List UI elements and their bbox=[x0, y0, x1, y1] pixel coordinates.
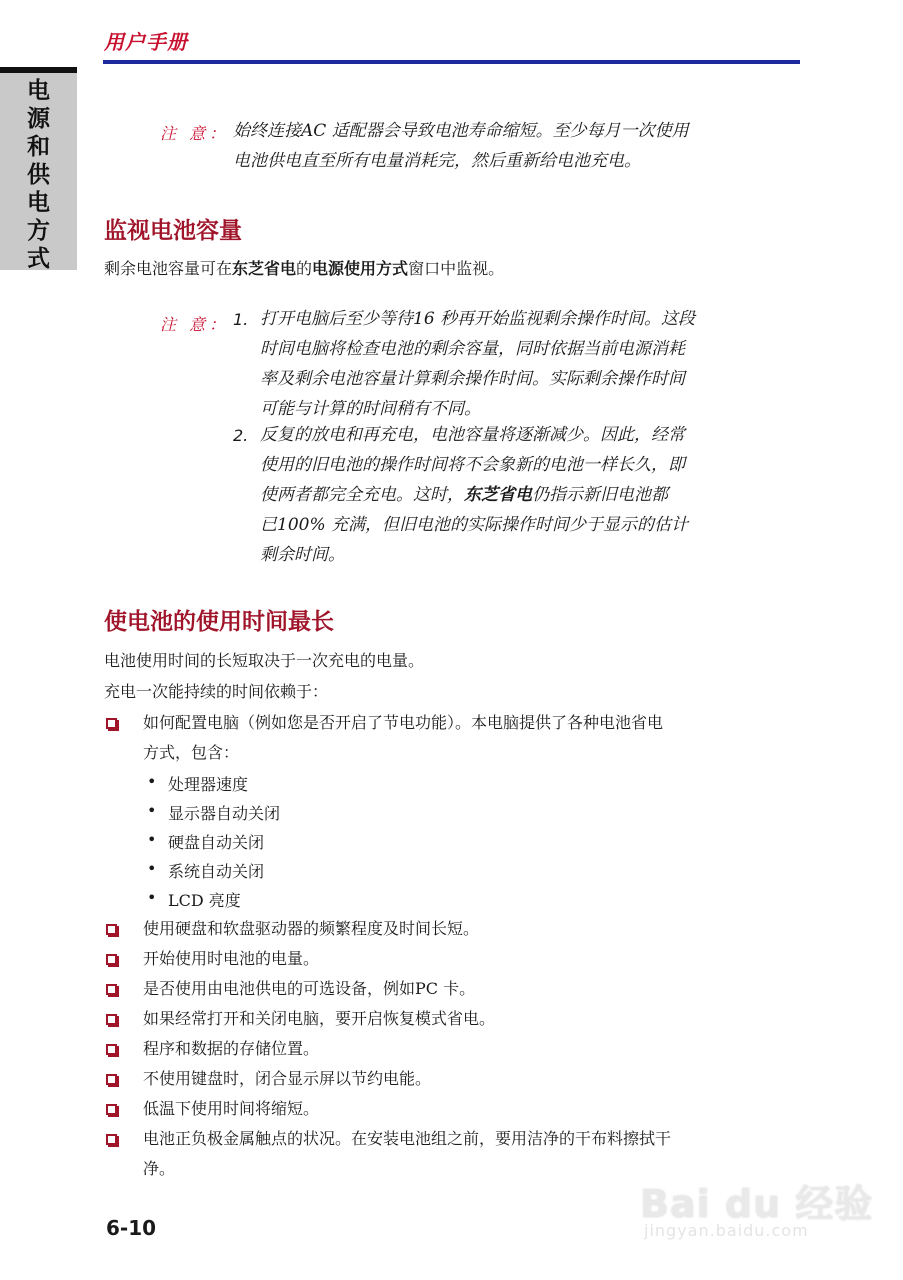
checkbox-bullet-icon bbox=[106, 954, 117, 965]
bullet-item: 系统自动关闭 bbox=[168, 862, 265, 881]
note2-line: 打开电脑后至少等待16 秒再开始监视剩余操作时间。这段 bbox=[260, 309, 696, 329]
bullet-dot-icon: • bbox=[147, 830, 157, 849]
check-line: 净。 bbox=[143, 1159, 176, 1178]
note2-line: 时间电脑将检查电池的剩余容量，同时依据当前电源消耗 bbox=[260, 339, 685, 359]
text-run: 的 bbox=[296, 259, 313, 278]
text-run: 窗口中监视。 bbox=[408, 259, 505, 278]
check-item-text: 如果经常打开和关闭电脑，要开启恢复模式省电。 bbox=[143, 1009, 496, 1028]
side-tab-char: 和 bbox=[27, 134, 50, 160]
watermark-url: jingyan.baidu.com bbox=[644, 1221, 809, 1240]
note2-line: 可能与计算的时间稍有不同。 bbox=[260, 399, 481, 419]
note1-label: 注 意： bbox=[160, 124, 230, 143]
section1-paragraph bbox=[104, 254, 504, 284]
note2-item2-number: 2. bbox=[233, 426, 249, 445]
bullet-item: LCD 亮度 bbox=[168, 891, 241, 910]
checkbox-bullet-icon bbox=[106, 718, 117, 729]
side-tab-char: 电 bbox=[27, 78, 50, 104]
side-tab-char: 式 bbox=[27, 246, 50, 272]
header-rule bbox=[103, 60, 800, 64]
note2-line: 反复的放电和再充电，电池容量将逐渐减少。因此，经常 bbox=[260, 425, 685, 445]
note2-item2-text bbox=[260, 420, 780, 570]
note2-line: 已100% 充满，但旧电池的实际操作时间少于显示的估计 bbox=[260, 515, 689, 535]
check-line: 如何配置电脑（例如您是否开启了节电功能）。本电脑提供了各种电池省电 bbox=[143, 713, 664, 732]
side-tab-char: 电 bbox=[27, 190, 50, 216]
note2-line: 使用的旧电池的操作时间将不会象新的电池一样长久，即 bbox=[260, 455, 685, 475]
bold-run: 东芝省电 bbox=[232, 259, 297, 278]
note2-item1-text bbox=[260, 304, 780, 424]
bullet-dot-icon: • bbox=[147, 859, 157, 878]
note2-line bbox=[260, 480, 780, 510]
checkbox-bullet-icon bbox=[106, 1044, 117, 1055]
checkbox-bullet-icon bbox=[106, 1134, 117, 1145]
section1-heading: 监视电池容量 bbox=[104, 218, 242, 244]
watermark bbox=[640, 1155, 880, 1255]
note1-line: 电池供电直至所有电量消耗完，然后重新给电池充电。 bbox=[233, 151, 641, 171]
header-title: 用户手册 bbox=[104, 30, 188, 54]
check-item-text: 是否使用由电池供电的可选设备，例如PC 卡。 bbox=[143, 979, 476, 998]
section2-paragraph: 电池使用时间的长短取决于一次充电的电量。 bbox=[104, 651, 425, 670]
checkbox-bullet-icon bbox=[106, 924, 117, 935]
check-item-text: 使用硬盘和软盘驱动器的频繁程度及时间长短。 bbox=[143, 919, 480, 938]
bullet-item: 显示器自动关闭 bbox=[168, 804, 281, 823]
side-tab-char: 方 bbox=[27, 218, 50, 244]
check-line: 电池正负极金属触点的状况。在安装电池组之前，要用洁净的干布料擦拭干 bbox=[143, 1129, 672, 1148]
watermark-logo: Bai du 经验 bbox=[640, 1182, 874, 1226]
check-item-text bbox=[143, 708, 803, 768]
bold-run: 东芝省电 bbox=[464, 485, 532, 505]
side-tab-char: 源 bbox=[27, 106, 50, 132]
note2-line: 剩余时间。 bbox=[260, 545, 345, 565]
note1-line: 始终连接AC 适配器会导致电池寿命缩短。至少每月一次使用 bbox=[233, 121, 689, 141]
check-item-text: 低温下使用时间将缩短。 bbox=[143, 1099, 320, 1118]
check-item-text: 不使用键盘时，闭合显示屏以节约电能。 bbox=[143, 1069, 432, 1088]
bullet-item: 硬盘自动关闭 bbox=[168, 833, 265, 852]
checkbox-bullet-icon bbox=[106, 1014, 117, 1025]
checkbox-bullet-icon bbox=[106, 1074, 117, 1085]
section2-paragraph: 充电一次能持续的时间依赖于： bbox=[104, 682, 329, 701]
note2-label: 注 意： bbox=[160, 315, 230, 334]
bullet-dot-icon: • bbox=[147, 888, 157, 907]
side-tab-char: 供 bbox=[27, 162, 50, 188]
text-run: 仍指示新旧电池都 bbox=[532, 485, 668, 505]
checkbox-bullet-icon bbox=[106, 1104, 117, 1115]
page-number: 6-10 bbox=[106, 1216, 157, 1240]
bullet-dot-icon: • bbox=[147, 801, 157, 820]
note2-line: 率及剩余电池容量计算剩余操作时间。实际剩余操作时间 bbox=[260, 369, 685, 389]
side-tab bbox=[0, 67, 77, 270]
note2-item1-number: 1. bbox=[233, 310, 249, 329]
section2-heading: 使电池的使用时间最长 bbox=[104, 609, 334, 635]
check-item-text: 开始使用时电池的电量。 bbox=[143, 949, 320, 968]
check-line: 方式，包含： bbox=[143, 743, 240, 762]
bold-run: 电源使用方式 bbox=[312, 259, 409, 278]
checkbox-bullet-icon bbox=[106, 984, 117, 995]
text-run: 使两者都完全充电。这时， bbox=[260, 485, 464, 505]
bullet-item: 处理器速度 bbox=[168, 775, 249, 794]
note1-text bbox=[233, 116, 773, 176]
check-item-text: 程序和数据的存储位置。 bbox=[143, 1039, 320, 1058]
text-run: 剩余电池容量可在 bbox=[104, 259, 233, 278]
bullet-dot-icon: • bbox=[147, 772, 157, 791]
